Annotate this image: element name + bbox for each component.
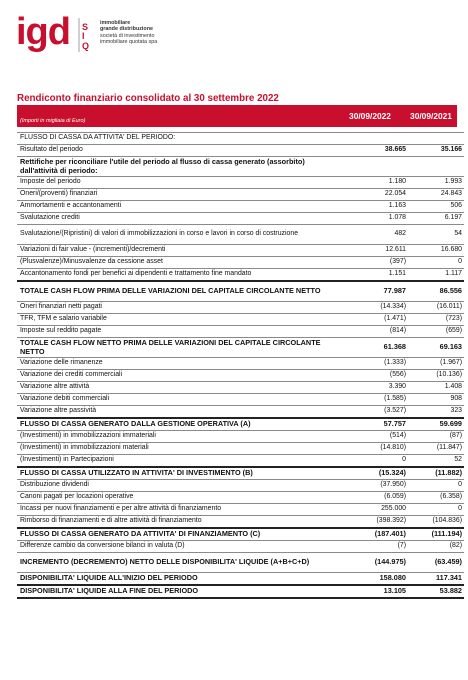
row-label: Variazione debiti commerciali bbox=[17, 394, 334, 406]
row-value-2021 bbox=[410, 157, 464, 177]
row-label: Variazione dei crediti commerciali bbox=[17, 370, 334, 382]
row-label: TFR, TFM e salario variabile bbox=[17, 314, 334, 326]
row-label: Rimborso di finanziamenti e di altre attività di finanziamento bbox=[17, 516, 334, 529]
row-value-2021: (111.194) bbox=[410, 528, 464, 541]
row-value-2021: 59.699 bbox=[410, 418, 464, 431]
row-value-2021: (87) bbox=[410, 431, 464, 443]
row-value-2022: 38.665 bbox=[334, 145, 410, 157]
row-value-2021: (1.967) bbox=[410, 358, 464, 370]
row-value-2021: (10.136) bbox=[410, 370, 464, 382]
row-value-2021: 69.163 bbox=[410, 338, 464, 358]
table-row bbox=[17, 541, 464, 553]
row-value-2022: 57.757 bbox=[334, 418, 410, 431]
row-value-2021: 0 bbox=[410, 480, 464, 492]
row-value-2021: 0 bbox=[410, 257, 464, 269]
table-row bbox=[17, 133, 464, 145]
row-value-2021: 1.993 bbox=[410, 177, 464, 189]
row-value-2021: (63.459) bbox=[410, 553, 464, 573]
row-value-2022: 158.080 bbox=[334, 573, 410, 586]
row-label: Canoni pagati per locazioni operative bbox=[17, 492, 334, 504]
table-row bbox=[17, 573, 464, 586]
row-label: DISPONIBILITA' LIQUIDE ALLA FINE DEL PERIODO bbox=[17, 585, 334, 598]
row-label: TOTALE CASH FLOW NETTO PRIMA DELLE VARIAZIONI DEL CAPITALE CIRCOLANTE NETTO bbox=[17, 338, 334, 358]
row-value-2021: 53.882 bbox=[410, 585, 464, 598]
row-value-2022 bbox=[334, 157, 410, 177]
table-row bbox=[17, 455, 464, 468]
row-value-2022: (187.401) bbox=[334, 528, 410, 541]
row-value-2022: (1.333) bbox=[334, 358, 410, 370]
row-label: Variazioni di fair value - (incrementi)/decrementi bbox=[17, 245, 334, 257]
column-header-2021: 30/09/2021 bbox=[410, 111, 452, 121]
row-label: FLUSSO DI CASSA UTILIZZATO IN ATTIVITA' DI INVESTIMENTO (B) bbox=[17, 467, 334, 480]
row-value-2021: 323 bbox=[410, 406, 464, 419]
row-value-2022: (6.059) bbox=[334, 492, 410, 504]
row-value-2022: 22.054 bbox=[334, 189, 410, 201]
row-value-2022: (514) bbox=[334, 431, 410, 443]
table-row bbox=[17, 213, 464, 225]
row-value-2021: (11.882) bbox=[410, 467, 464, 480]
table-row bbox=[17, 418, 464, 431]
row-value-2021: 54 bbox=[410, 225, 464, 245]
row-value-2021: 117.341 bbox=[410, 573, 464, 586]
table-row bbox=[17, 480, 464, 492]
row-value-2022: (14.810) bbox=[334, 443, 410, 455]
tagline-line: immobiliare bbox=[100, 20, 131, 26]
table-row bbox=[17, 553, 464, 573]
row-label: Svalutazione crediti bbox=[17, 213, 334, 225]
row-label: Incassi per nuovi finanziamenti e per altre attività di finanziamento bbox=[17, 504, 334, 516]
row-value-2022: 61.368 bbox=[334, 338, 410, 358]
row-value-2021: 6.197 bbox=[410, 213, 464, 225]
unit-note: (Importi in migliaia di Euro) bbox=[20, 118, 86, 124]
row-label: Variazione delle rimanenze bbox=[17, 358, 334, 370]
row-value-2021: (82) bbox=[410, 541, 464, 553]
row-value-2021: 52 bbox=[410, 455, 464, 468]
row-value-2021: (659) bbox=[410, 326, 464, 338]
row-value-2021: 908 bbox=[410, 394, 464, 406]
table-row bbox=[17, 382, 464, 394]
row-value-2021: 0 bbox=[410, 504, 464, 516]
table-row bbox=[17, 492, 464, 504]
table-row bbox=[17, 314, 464, 326]
table-row bbox=[17, 281, 464, 302]
row-label: Risultato del periodo bbox=[17, 145, 334, 157]
row-value-2022: 1.180 bbox=[334, 177, 410, 189]
logo-mark-icon bbox=[76, 18, 96, 52]
table-row bbox=[17, 201, 464, 213]
row-label: DISPONIBILITA' LIQUIDE ALL'INIZIO DEL PERIODO bbox=[17, 573, 334, 586]
table-row bbox=[17, 189, 464, 201]
row-label: Accantonamento fondi per benefici ai dipendenti e trattamento fine mandato bbox=[17, 269, 334, 282]
table-row bbox=[17, 467, 464, 480]
logo-letters: igd bbox=[16, 11, 70, 53]
row-value-2022: (7) bbox=[334, 541, 410, 553]
row-value-2022: 255.000 bbox=[334, 504, 410, 516]
row-value-2022: 1.078 bbox=[334, 213, 410, 225]
row-label: FLUSSO DI CASSA DA ATTIVITA' DEL PERIODO: bbox=[17, 133, 334, 145]
row-value-2022: (397) bbox=[334, 257, 410, 269]
row-value-2022: (14.334) bbox=[334, 302, 410, 314]
row-value-2022: (556) bbox=[334, 370, 410, 382]
table-header bbox=[17, 105, 457, 127]
row-value-2022: 1.151 bbox=[334, 269, 410, 282]
row-label: FLUSSO DI CASSA GENERATO DA ATTIVITA' DI FINANZIAMENTO (C) bbox=[17, 528, 334, 541]
logo-tagline bbox=[100, 20, 157, 46]
company-logo bbox=[16, 12, 246, 56]
row-label: Variazione altre passività bbox=[17, 406, 334, 419]
row-label: Distribuzione dividendi bbox=[17, 480, 334, 492]
row-label: TOTALE CASH FLOW PRIMA DELLE VARIAZIONI DEL CAPITALE CIRCOLANTE NETTO bbox=[17, 281, 334, 302]
row-value-2022: 12.611 bbox=[334, 245, 410, 257]
table-row bbox=[17, 245, 464, 257]
table-row bbox=[17, 431, 464, 443]
tagline-line: società di investimento bbox=[100, 32, 155, 39]
row-value-2021: (104.836) bbox=[410, 516, 464, 529]
row-value-2021: 506 bbox=[410, 201, 464, 213]
table-row bbox=[17, 443, 464, 455]
row-label: (Plusvalenze)/Minusvalenze da cessione asset bbox=[17, 257, 334, 269]
table-row bbox=[17, 157, 464, 177]
table-row bbox=[17, 269, 464, 282]
row-label: Imposte sul reddito pagate bbox=[17, 326, 334, 338]
table-row bbox=[17, 177, 464, 189]
row-value-2022 bbox=[334, 133, 410, 145]
table-row bbox=[17, 394, 464, 406]
tagline-line: immobiliare quotata spa bbox=[100, 39, 158, 46]
row-value-2022: 3.390 bbox=[334, 382, 410, 394]
svg-text:I: I bbox=[82, 31, 85, 41]
row-value-2022: (15.324) bbox=[334, 467, 410, 480]
row-value-2022: (398.392) bbox=[334, 516, 410, 529]
row-value-2022: (1.471) bbox=[334, 314, 410, 326]
row-value-2021 bbox=[410, 133, 464, 145]
row-label: Ammortamenti e accantonamenti bbox=[17, 201, 334, 213]
table-row bbox=[17, 302, 464, 314]
table-row bbox=[17, 257, 464, 269]
row-label: Variazione altre attività bbox=[17, 382, 334, 394]
row-value-2022: (144.975) bbox=[334, 553, 410, 573]
row-value-2021: (6.358) bbox=[410, 492, 464, 504]
svg-text:S: S bbox=[82, 22, 89, 32]
row-value-2021: 1.117 bbox=[410, 269, 464, 282]
row-label: Svalutazione/(Ripristini) di valori di immobilizzazioni in corso e lavori in corso di costruzione bbox=[17, 225, 334, 245]
row-label: Oneri finanziari netti pagati bbox=[17, 302, 334, 314]
row-label: Oneri/(proventi) finanziari bbox=[17, 189, 334, 201]
table-row bbox=[17, 326, 464, 338]
row-label: (Investimenti) in Partecipazioni bbox=[17, 455, 334, 468]
row-value-2022: 13.105 bbox=[334, 585, 410, 598]
table-row bbox=[17, 516, 464, 529]
table-row bbox=[17, 370, 464, 382]
row-value-2022: 482 bbox=[334, 225, 410, 245]
column-header-2022: 30/09/2022 bbox=[349, 111, 391, 121]
row-label: FLUSSO DI CASSA GENERATO DALLA GESTIONE OPERATIVA (A) bbox=[17, 418, 334, 431]
row-value-2022: (814) bbox=[334, 326, 410, 338]
row-value-2021: 24.843 bbox=[410, 189, 464, 201]
table-row bbox=[17, 504, 464, 516]
tagline-line: grande distribuzione bbox=[100, 26, 154, 33]
row-label: (Investimenti) in immobilizzazioni materiali bbox=[17, 443, 334, 455]
row-value-2022: (37.950) bbox=[334, 480, 410, 492]
row-label: Imposte del periodo bbox=[17, 177, 334, 189]
row-value-2022: (3.527) bbox=[334, 406, 410, 419]
row-value-2022: 77.987 bbox=[334, 281, 410, 302]
table-row bbox=[17, 145, 464, 157]
row-value-2021: 1.408 bbox=[410, 382, 464, 394]
row-value-2022: (1.585) bbox=[334, 394, 410, 406]
row-value-2021: (11.847) bbox=[410, 443, 464, 455]
row-value-2021: 16.680 bbox=[410, 245, 464, 257]
row-value-2021: 35.166 bbox=[410, 145, 464, 157]
row-label: (Investimenti) in immobilizzazioni immateriali bbox=[17, 431, 334, 443]
table-row bbox=[17, 358, 464, 370]
row-value-2022: 1.163 bbox=[334, 201, 410, 213]
cash-flow-table bbox=[17, 132, 464, 599]
table-row bbox=[17, 528, 464, 541]
table-row bbox=[17, 338, 464, 358]
table-row bbox=[17, 225, 464, 245]
row-value-2021: 86.556 bbox=[410, 281, 464, 302]
row-value-2021: (16.011) bbox=[410, 302, 464, 314]
row-label: INCREMENTO (DECREMENTO) NETTO DELLE DISPONIBILITA' LIQUIDE (A+B+C+D) bbox=[17, 553, 334, 573]
row-value-2021: (723) bbox=[410, 314, 464, 326]
svg-text:Q: Q bbox=[82, 41, 90, 51]
row-label: Differenze cambio da conversione bilanci in valuta (D) bbox=[17, 541, 334, 553]
row-label: Rettifiche per riconciliare l'utile del periodo al flusso di cassa generato (assorbito) dall'attività di periodo: bbox=[17, 157, 334, 177]
row-value-2022: 0 bbox=[334, 455, 410, 468]
report-title: Rendiconto finanziario consolidato al 30 settembre 2022 bbox=[17, 93, 279, 104]
table-row bbox=[17, 406, 464, 419]
table-row bbox=[17, 585, 464, 598]
